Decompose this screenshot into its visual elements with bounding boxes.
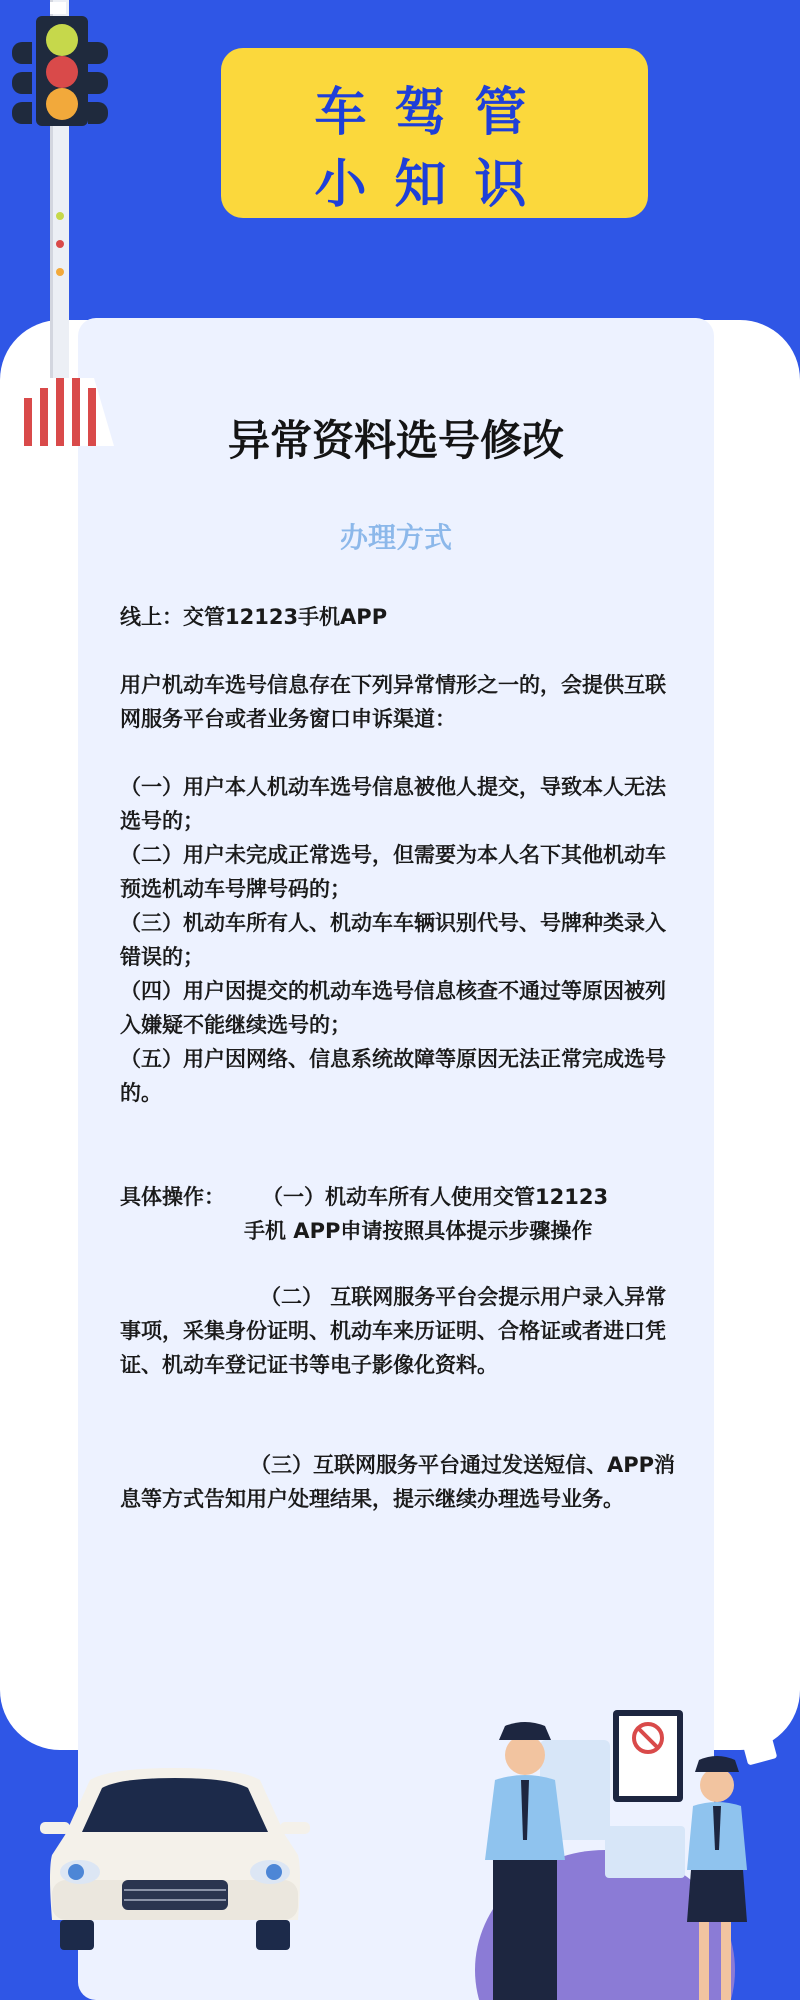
list-item: （三）机动车所有人、机动车车辆识别代号、号牌种类录入错误的； xyxy=(120,911,666,969)
section-subtitle: 办理方式 xyxy=(339,521,452,554)
list-item: （一）用户本人机动车选号信息被他人提交，导致本人无法选号的； xyxy=(120,775,666,833)
online-channel: 线上：交管12123手机APP xyxy=(120,605,388,629)
car-icon xyxy=(40,1760,310,1960)
title-badge xyxy=(221,48,648,218)
operations-label: 具体操作： xyxy=(120,1185,225,1209)
operation-step-2: （二） 互联网服务平台会提示用户录入异常事项，采集身份证明、机动车来历证明、合格证或者进口凭证、机动车登记证书等电子影像化资料。 xyxy=(120,1285,667,1377)
title-line-2: 小知识 xyxy=(314,155,555,215)
list-item: （四）用户因提交的机动车选号信息核查不通过等原因被列入嫌疑不能继续选号的； xyxy=(120,979,666,1037)
operation-step-3: （三）互联网服务平台通过发送短信、APP消息等方式告知用户处理结果，提示继续办理选号业务。 xyxy=(120,1453,676,1511)
title-line-1: 车驾管 xyxy=(314,83,555,143)
cases-list xyxy=(120,770,680,1110)
police-officers-illustration xyxy=(455,1700,785,2000)
operation-step-1-line-2: 手机 APP申请按照具体提示步骤操作 xyxy=(244,1219,593,1243)
list-item: （二）用户未完成正常选号，但需要为本人名下其他机动车预选机动车号牌号码的； xyxy=(120,843,666,901)
intro-paragraph: 用户机动车选号信息存在下列异常情形之一的，会提供互联网服务平台或者业务窗口申诉渠道： xyxy=(120,673,666,731)
list-item: （五）用户因网络、信息系统故障等原因无法正常完成选号的。 xyxy=(120,1047,666,1105)
operation-step-1-line-1: （一）机动车所有人使用交管12123 xyxy=(262,1185,609,1209)
page-title: 异常资料选号修改 xyxy=(227,416,564,465)
